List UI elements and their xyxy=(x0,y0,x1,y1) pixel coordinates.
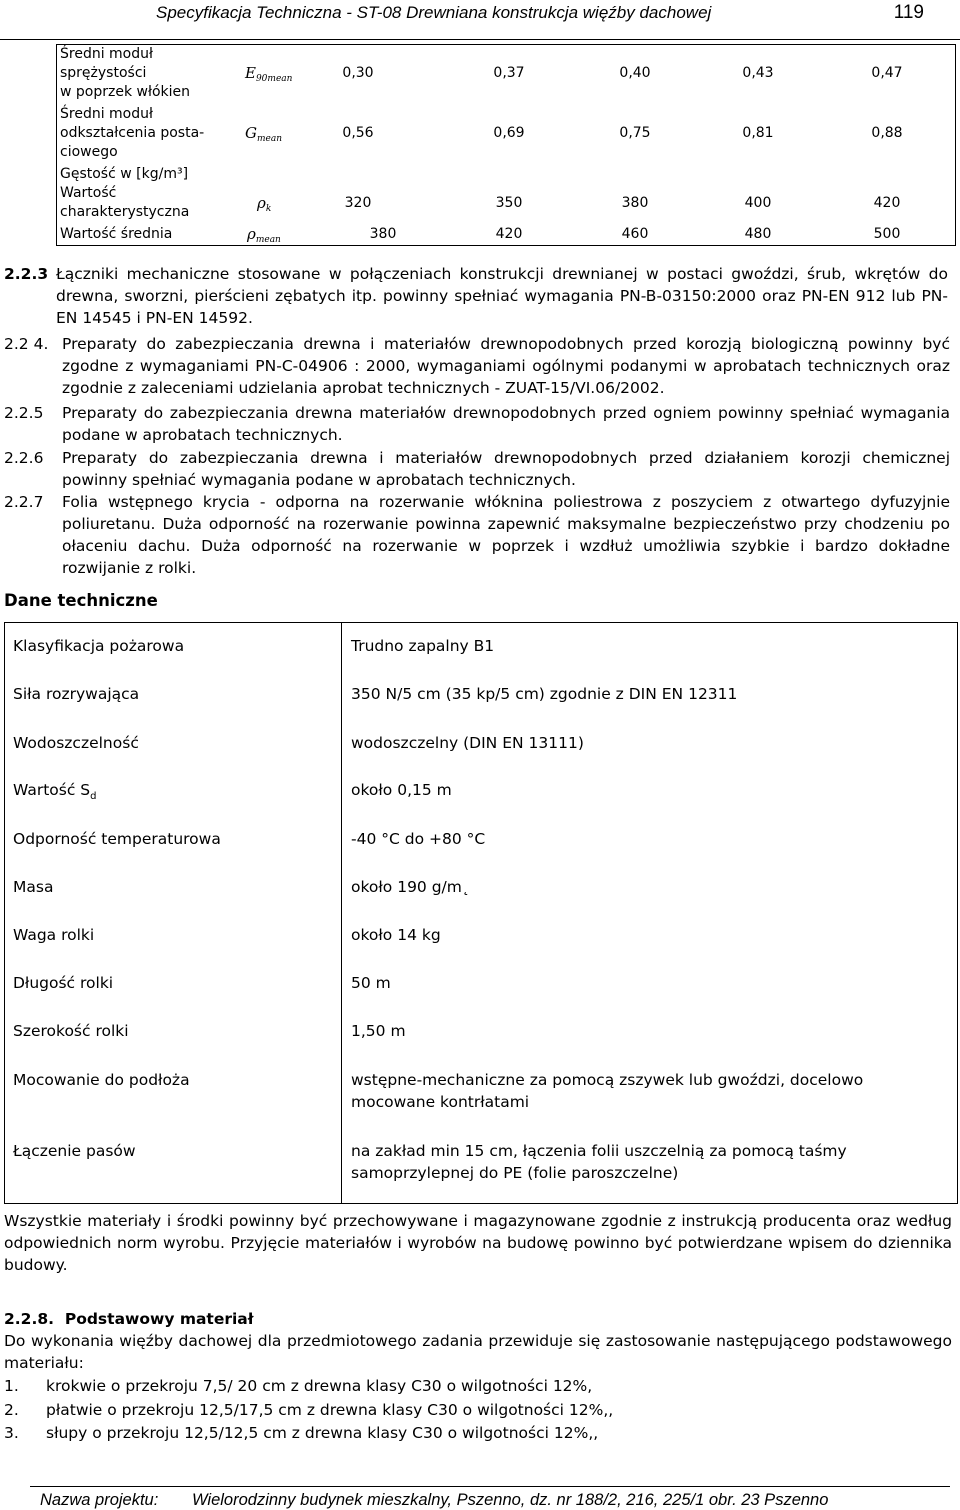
table-cell: 380 xyxy=(369,226,397,242)
property-value: wstępne-mechaniczne za pomocą zszywek lub gwoździ, docelowo mocowane kontrłatami xyxy=(351,1071,864,1111)
property-value: na zakład min 15 cm, łączenia folii uszczelnią za pomocą taśmy samoprzylepnej do PE (folie paroszczelne) xyxy=(351,1142,847,1182)
table-cell: 460 xyxy=(621,226,649,242)
symbol: $E_{90mean}$ xyxy=(245,64,293,84)
table-cell: 420 xyxy=(873,195,901,211)
row-label: charakterystyczna xyxy=(60,204,190,220)
paragraph-text: Preparaty do zabezpieczania drewna i materiałów drewnopodobnych przed korozją biologiczną powinny być zgodne z wymaganiami PN-C-04906 : 2000, wymaganiami ogólnymi podanymi w aprobatach technicznych oraz zgodnie z zaleceniami udzielania aprobat technicznych - ZUAT-15/VI.06/2002. xyxy=(62,335,950,397)
property-name: Siła rozrywająca xyxy=(13,685,140,703)
paragraph-2-2-3 xyxy=(0,263,952,329)
table-cell: 0,30 xyxy=(342,65,374,81)
paragraph-text: Preparaty do zabezpieczania drewna materiałów drewnopodobnych przed ogniem powinny spełniać wymagania podane w aprobatach technicznych. xyxy=(62,404,950,444)
property-name: Mocowanie do podłoża xyxy=(13,1071,190,1089)
paragraph-text: Łączniki mechaniczne stosowane w połączeniach konstrukcji drewnianej w postaci gwoździ, śrub, wkrętów do drewna, sworzni, pierścieni zębatych itp. powinny spełniać wymagania PN-B-03150:2000 oraz PN-EN 912 lub PN-EN 14545 i PN-EN 14592. xyxy=(56,265,948,327)
property-name: Szerokość rolki xyxy=(13,1022,129,1040)
symbol: $\rho_{mean}$ xyxy=(247,225,281,245)
property-value: 50 m xyxy=(351,974,391,992)
paragraph-number: 2.2.6 xyxy=(4,449,44,467)
property-name: Wartość $S_d$ xyxy=(13,781,97,803)
row-label: Gęstość w [kg/m³] xyxy=(60,166,189,182)
list-item: płatwie o przekroju 12,5/17,5 cm z drewna klasy C30 o wilgotności 12%,, xyxy=(46,1401,614,1419)
row-label: w poprzek włókien xyxy=(60,84,190,100)
paragraph-text: Preparaty do zabezpieczania drewna i materiałów drewnopodobnych przed działaniem korozji chemicznej powinny spełniać wymagania podane w aprobatach technicznych. xyxy=(62,449,950,489)
table-cell: 0,56 xyxy=(342,125,374,141)
project-name-value: Wielorodzinny budynek mieszkalny, Pszenno, dz. nr 188/2, 216, 225/1 obr. 23 Pszenno xyxy=(192,1491,829,1509)
table-cell: 0,37 xyxy=(493,65,525,81)
table-cell: 0,75 xyxy=(619,125,651,141)
property-value: 1,50 m xyxy=(351,1022,406,1040)
table-cell: 320 xyxy=(344,195,372,211)
project-name-label: Nazwa projektu: xyxy=(40,1491,159,1509)
row-label: Wartość xyxy=(60,185,117,201)
list-item: krokwie o przekroju 7,5/ 20 cm z drewna klasy C30 o wilgotności 12%, xyxy=(46,1377,593,1395)
page-header xyxy=(0,0,960,40)
table-cell: 400 xyxy=(744,195,772,211)
paragraph-2-2-6 xyxy=(0,447,952,491)
table-cell: 0,88 xyxy=(871,125,903,141)
list-item: słupy o przekroju 12,5/12,5 cm z drewna klasy C30 o wilgotności 12%,, xyxy=(46,1424,599,1442)
symbol: $\rho_k$ xyxy=(257,194,272,214)
table-cell: 0,43 xyxy=(742,65,774,81)
property-name: Wodoszczelność xyxy=(13,734,139,752)
property-value: 350 N/5 cm (35 kp/5 cm) zgodnie z DIN EN 12311 xyxy=(351,685,738,703)
paragraph-2-2-5 xyxy=(0,402,952,446)
properties-table xyxy=(56,44,956,246)
footer-rule xyxy=(30,1486,950,1487)
property-name: Masa xyxy=(13,878,54,896)
list-number: 1. xyxy=(4,1377,19,1395)
paragraph-number: 2.2.7 xyxy=(4,493,44,511)
header-rule xyxy=(0,39,960,40)
property-value: około 14 kg xyxy=(351,926,441,944)
list-number: 3. xyxy=(4,1424,19,1442)
property-value: -40 °C do +80 °C xyxy=(351,830,486,848)
table-cell: 500 xyxy=(873,226,901,242)
property-name: Klasyfikacja pożarowa xyxy=(13,637,185,655)
table-cell: 420 xyxy=(495,226,523,242)
document-title: Specyfikacja Techniczna - ST-08 Drewniana konstrukcja więźby dachowej xyxy=(156,3,712,22)
table-cell: 350 xyxy=(495,195,523,211)
table-cell: 480 xyxy=(744,226,772,242)
row-label: Wartość średnia xyxy=(60,226,173,242)
property-name: Długość rolki xyxy=(13,974,114,992)
paragraph-text: Folia wstępnego krycia - odporna na rozerwanie włóknina poliestrowa z poszyciem z otwartego dyfuzyjnie poliuretanu. Duża odporność na rozerwanie powinna zapewnić maksymalne bezpieczeństwo przy chodzeniu po ołaceniu dachu. Duża odporność na rozerwanie w poprzek i wzdłuż umożliwia szybkie i bardzo dokładne rozwijanie z rolki. xyxy=(62,493,950,577)
paragraph-2-2-4 xyxy=(0,333,952,399)
symbol: $G_{mean}$ xyxy=(245,124,283,144)
row-label: ciowego xyxy=(60,144,118,160)
property-name: Odporność temperaturowa xyxy=(13,830,221,848)
table-cell: 0,69 xyxy=(493,125,525,141)
property-value: Trudno zapalny B1 xyxy=(351,637,495,655)
property-name: Waga rolki xyxy=(13,926,95,944)
page-number: 119 xyxy=(893,2,924,23)
column-divider xyxy=(341,623,342,1203)
property-name: Łączenie pasów xyxy=(13,1142,136,1160)
paragraph-number: 2.2 4. xyxy=(4,335,49,353)
property-value: około 0,15 m xyxy=(351,781,452,799)
technical-data-table xyxy=(4,622,958,1204)
property-value: około 190 g/m˛ xyxy=(351,878,470,896)
table-cell: 0,40 xyxy=(619,65,651,81)
storage-note: Wszystkie materiały i środki powinny być przechowywane i magazynowane zgodnie z instrukcją producenta oraz według odpowiednich norm wyrobu. Przyjęcie materiałów i wyrobów na budowę powinno być potwierdzane wpisem do dziennika budowy. xyxy=(4,1212,952,1274)
paragraph-number: 2.2.5 xyxy=(4,404,44,422)
property-value: wodoszczelny (DIN EN 13111) xyxy=(351,734,584,752)
paragraph-number: 2.2.3 xyxy=(4,265,49,283)
table-cell: 380 xyxy=(621,195,649,211)
table-cell: 0,81 xyxy=(742,125,774,141)
section-intro: Do wykonania więźby dachowej dla przedmiotowego zadania przewiduje się zastosowanie następującego podstawowego materiału: xyxy=(4,1332,952,1372)
paragraph-2-2-7 xyxy=(0,491,952,579)
section-heading-2-2-8 xyxy=(4,1308,254,1330)
row-label: Średni moduł xyxy=(60,46,153,62)
table-cell: 0,47 xyxy=(871,65,903,81)
section-title: Podstawowy materiał xyxy=(64,1310,254,1328)
row-label: Średni moduł xyxy=(60,106,153,122)
row-label: sprężystości xyxy=(60,65,147,81)
section-number: 2.2.8. xyxy=(4,1310,55,1328)
list-number: 2. xyxy=(4,1401,19,1419)
section-heading: Dane techniczne xyxy=(4,591,158,610)
row-label: odkształcenia posta- xyxy=(60,125,205,141)
